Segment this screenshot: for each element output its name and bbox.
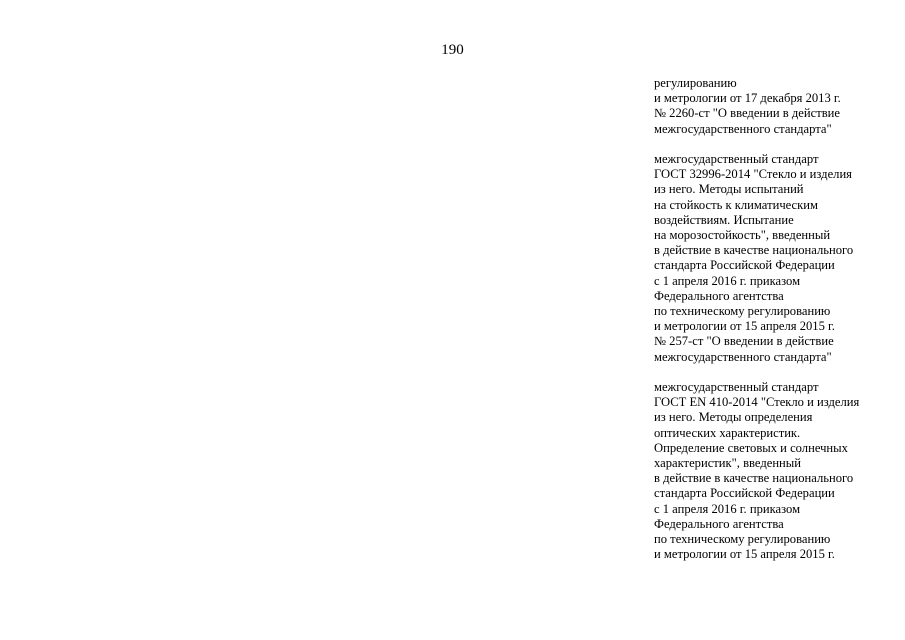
text-line: из него. Методы определения: [654, 410, 813, 425]
text-line: оптических характеристик.: [654, 425, 801, 440]
text-line: стандарта Российской Федерации: [654, 486, 835, 501]
text-line: и метрологии от 17 декабря 2013 г.: [654, 91, 841, 106]
text-line: межгосударственного стандарта": [654, 349, 832, 364]
text-line: с 1 апреля 2016 г. приказом: [654, 501, 801, 516]
text-line: межгосударственного стандарта": [654, 121, 832, 136]
text-line: Федерального агентства: [654, 288, 784, 303]
page-number: 190: [441, 42, 464, 58]
text-line: по техническому регулированию: [654, 304, 831, 319]
text-line: № 2260-ст "О введении в действие: [654, 106, 840, 121]
text-line: воздействиям. Испытание: [654, 212, 794, 227]
document-text-column: [654, 76, 894, 562]
text-line: стандарта Российской Федерации: [654, 258, 835, 273]
text-line: № 257-ст "О введении в действие: [654, 334, 834, 349]
text-line: Федерального агентства: [654, 516, 784, 531]
text-line: на морозостойкость", введенный: [654, 228, 831, 243]
text-line: межгосударственный стандарт: [654, 380, 819, 395]
paragraph-continuation-2260-st: [654, 76, 894, 137]
text-line: межгосударственный стандарт: [654, 152, 819, 166]
text-line: в действие в качестве национального: [654, 471, 854, 486]
text-line: ГОСТ EN 410-2014 "Стекло и изделия: [654, 395, 860, 410]
paragraph-gost-en-410-2014: [654, 380, 894, 562]
text-line: Определение световых и солнечных: [654, 440, 848, 455]
text-line: регулированию: [654, 76, 737, 90]
text-line: характеристик", введенный: [654, 456, 801, 471]
text-line: на стойкость к климатическим: [654, 197, 818, 212]
paragraph-gost-32996-2014: [654, 152, 894, 365]
text-line: в действие в качестве национального: [654, 243, 854, 258]
text-line: ГОСТ 32996-2014 "Стекло и изделия: [654, 167, 852, 182]
text-line: по техническому регулированию: [654, 532, 831, 547]
text-line: и метрологии от 15 апреля 2015 г.: [654, 547, 835, 562]
text-line: и метрологии от 15 апреля 2015 г.: [654, 319, 835, 334]
text-line: из него. Методы испытаний: [654, 182, 804, 197]
text-line: с 1 апреля 2016 г. приказом: [654, 273, 801, 288]
